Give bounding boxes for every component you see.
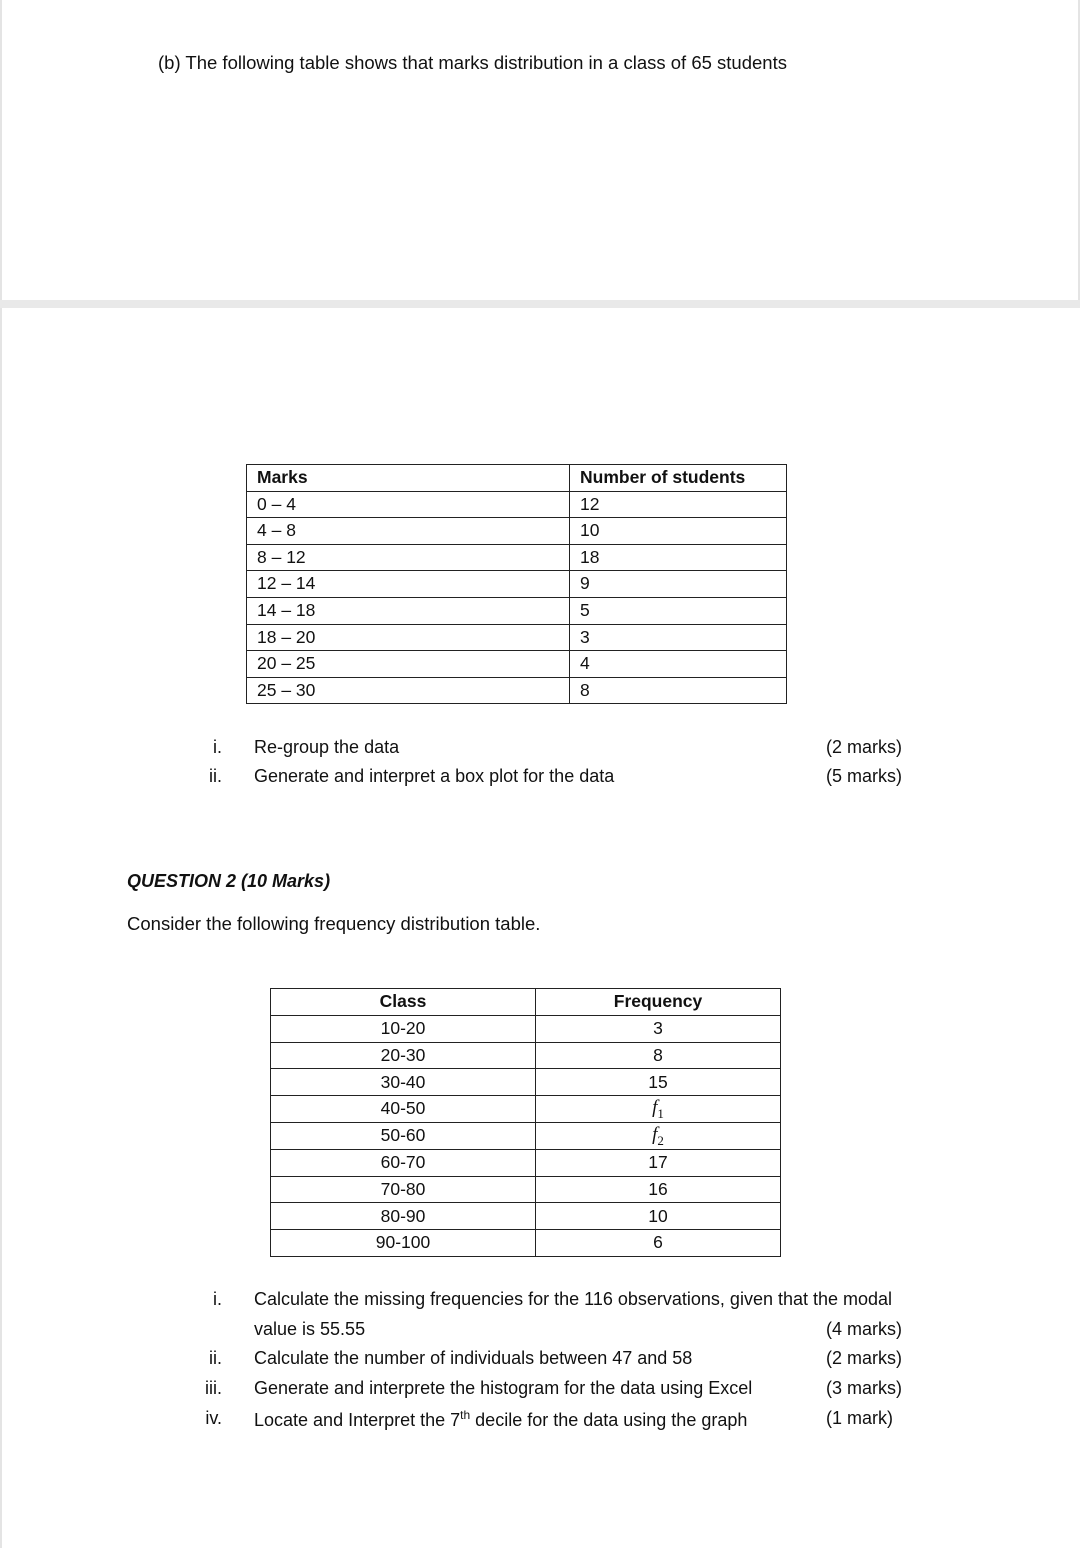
page-edge [0, 0, 2, 1548]
table-cell: 4 [570, 651, 787, 678]
table-row [271, 1230, 781, 1257]
page-separator [0, 300, 1080, 308]
table-cell: 5 [570, 597, 787, 624]
task-number: iv. [205, 1408, 222, 1428]
table-cell: 50-60 [271, 1122, 536, 1149]
table-cell: 60-70 [271, 1149, 536, 1176]
table-cell: 16 [536, 1176, 781, 1203]
table-cell: 12 [570, 491, 787, 518]
table-header-row [247, 465, 787, 492]
task-number: ii. [209, 766, 222, 786]
table-cell: 8 [536, 1042, 781, 1069]
task-text-part: Locate and Interpret the 7 [254, 1410, 461, 1430]
frequency-variable: $f_2$ [652, 1123, 664, 1148]
table-cell: 10-20 [271, 1015, 536, 1042]
table-cell: 3 [570, 624, 787, 651]
table-cell: 0 – 4 [247, 491, 570, 518]
table-cell [536, 1096, 781, 1123]
table-header: Class [271, 989, 536, 1016]
table-row [247, 571, 787, 598]
table-row [271, 1176, 781, 1203]
table-row [271, 1122, 781, 1149]
table-row [271, 1096, 781, 1123]
table-cell: 8 – 12 [247, 544, 570, 571]
table-cell: 30-40 [271, 1069, 536, 1096]
question-intro: Consider the following frequency distribution table. [127, 913, 541, 934]
part-b-intro: (b) The following table shows that marks distribution in a class of 65 students [158, 52, 787, 73]
task-text: Generate and interprete the histogram for the data using Excel [254, 1378, 753, 1398]
table-row [247, 518, 787, 545]
table-cell: 8 [570, 677, 787, 704]
table-cell: 18 [570, 544, 787, 571]
table-cell: 18 – 20 [247, 624, 570, 651]
table-cell: 4 – 8 [247, 518, 570, 545]
table-cell: 90-100 [271, 1230, 536, 1257]
table-row [271, 1042, 781, 1069]
question-title: QUESTION 2 (10 Marks) [127, 871, 331, 891]
table-cell: 10 [570, 518, 787, 545]
table-row [247, 491, 787, 518]
task-text: Generate and interpret a box plot for the data [254, 766, 615, 786]
table-header: Number of students [570, 465, 787, 492]
task-marks: (3 marks) [826, 1378, 902, 1398]
table-cell: 20 – 25 [247, 651, 570, 678]
table-row [271, 1149, 781, 1176]
task-text: Calculate the number of individuals between 47 and 58 [254, 1348, 693, 1368]
task-marks: (5 marks) [826, 766, 902, 786]
table-cell: 40-50 [271, 1096, 536, 1123]
table-cell: 25 – 30 [247, 677, 570, 704]
task-text-part: decile for the data using the graph [470, 1410, 748, 1430]
table-cell: 14 – 18 [247, 597, 570, 624]
task-marks: (1 mark) [826, 1408, 893, 1428]
table-header: Marks [247, 465, 570, 492]
frequency-table [270, 988, 781, 1257]
table-row [271, 1015, 781, 1042]
table-cell [536, 1122, 781, 1149]
table-cell: 20-30 [271, 1042, 536, 1069]
table-cell: 10 [536, 1203, 781, 1230]
frequency-variable: $f_1$ [652, 1097, 664, 1121]
table-row [247, 677, 787, 704]
task-number: i. [213, 737, 222, 757]
task-text: Re-group the data [254, 737, 400, 757]
task-number: ii. [209, 1348, 222, 1368]
table-cell: 17 [536, 1149, 781, 1176]
table-cell: 15 [536, 1069, 781, 1096]
task-text: Calculate the missing frequencies for the 116 observations, given that the modal [254, 1289, 893, 1309]
task-number: iii. [205, 1378, 222, 1398]
table-row [247, 597, 787, 624]
table-cell: 70-80 [271, 1176, 536, 1203]
task-text [254, 1408, 747, 1431]
table-header-row [271, 989, 781, 1016]
task-text-superscript: th [460, 1408, 471, 1422]
table-cell: 9 [570, 571, 787, 598]
table-row [271, 1203, 781, 1230]
task-marks: (2 marks) [826, 1348, 902, 1368]
table-row [271, 1069, 781, 1096]
table-row [247, 544, 787, 571]
task-marks: (2 marks) [826, 737, 902, 757]
table-cell: 80-90 [271, 1203, 536, 1230]
table-row [247, 651, 787, 678]
table-header: Frequency [536, 989, 781, 1016]
task-marks: (4 marks) [826, 1319, 902, 1339]
task-number: i. [213, 1289, 222, 1309]
table-cell: 3 [536, 1015, 781, 1042]
table-row [247, 624, 787, 651]
table-cell: 6 [536, 1230, 781, 1257]
table-cell: 12 – 14 [247, 571, 570, 598]
marks-table [246, 464, 787, 704]
task-text-continued: value is 55.55 [254, 1319, 366, 1339]
